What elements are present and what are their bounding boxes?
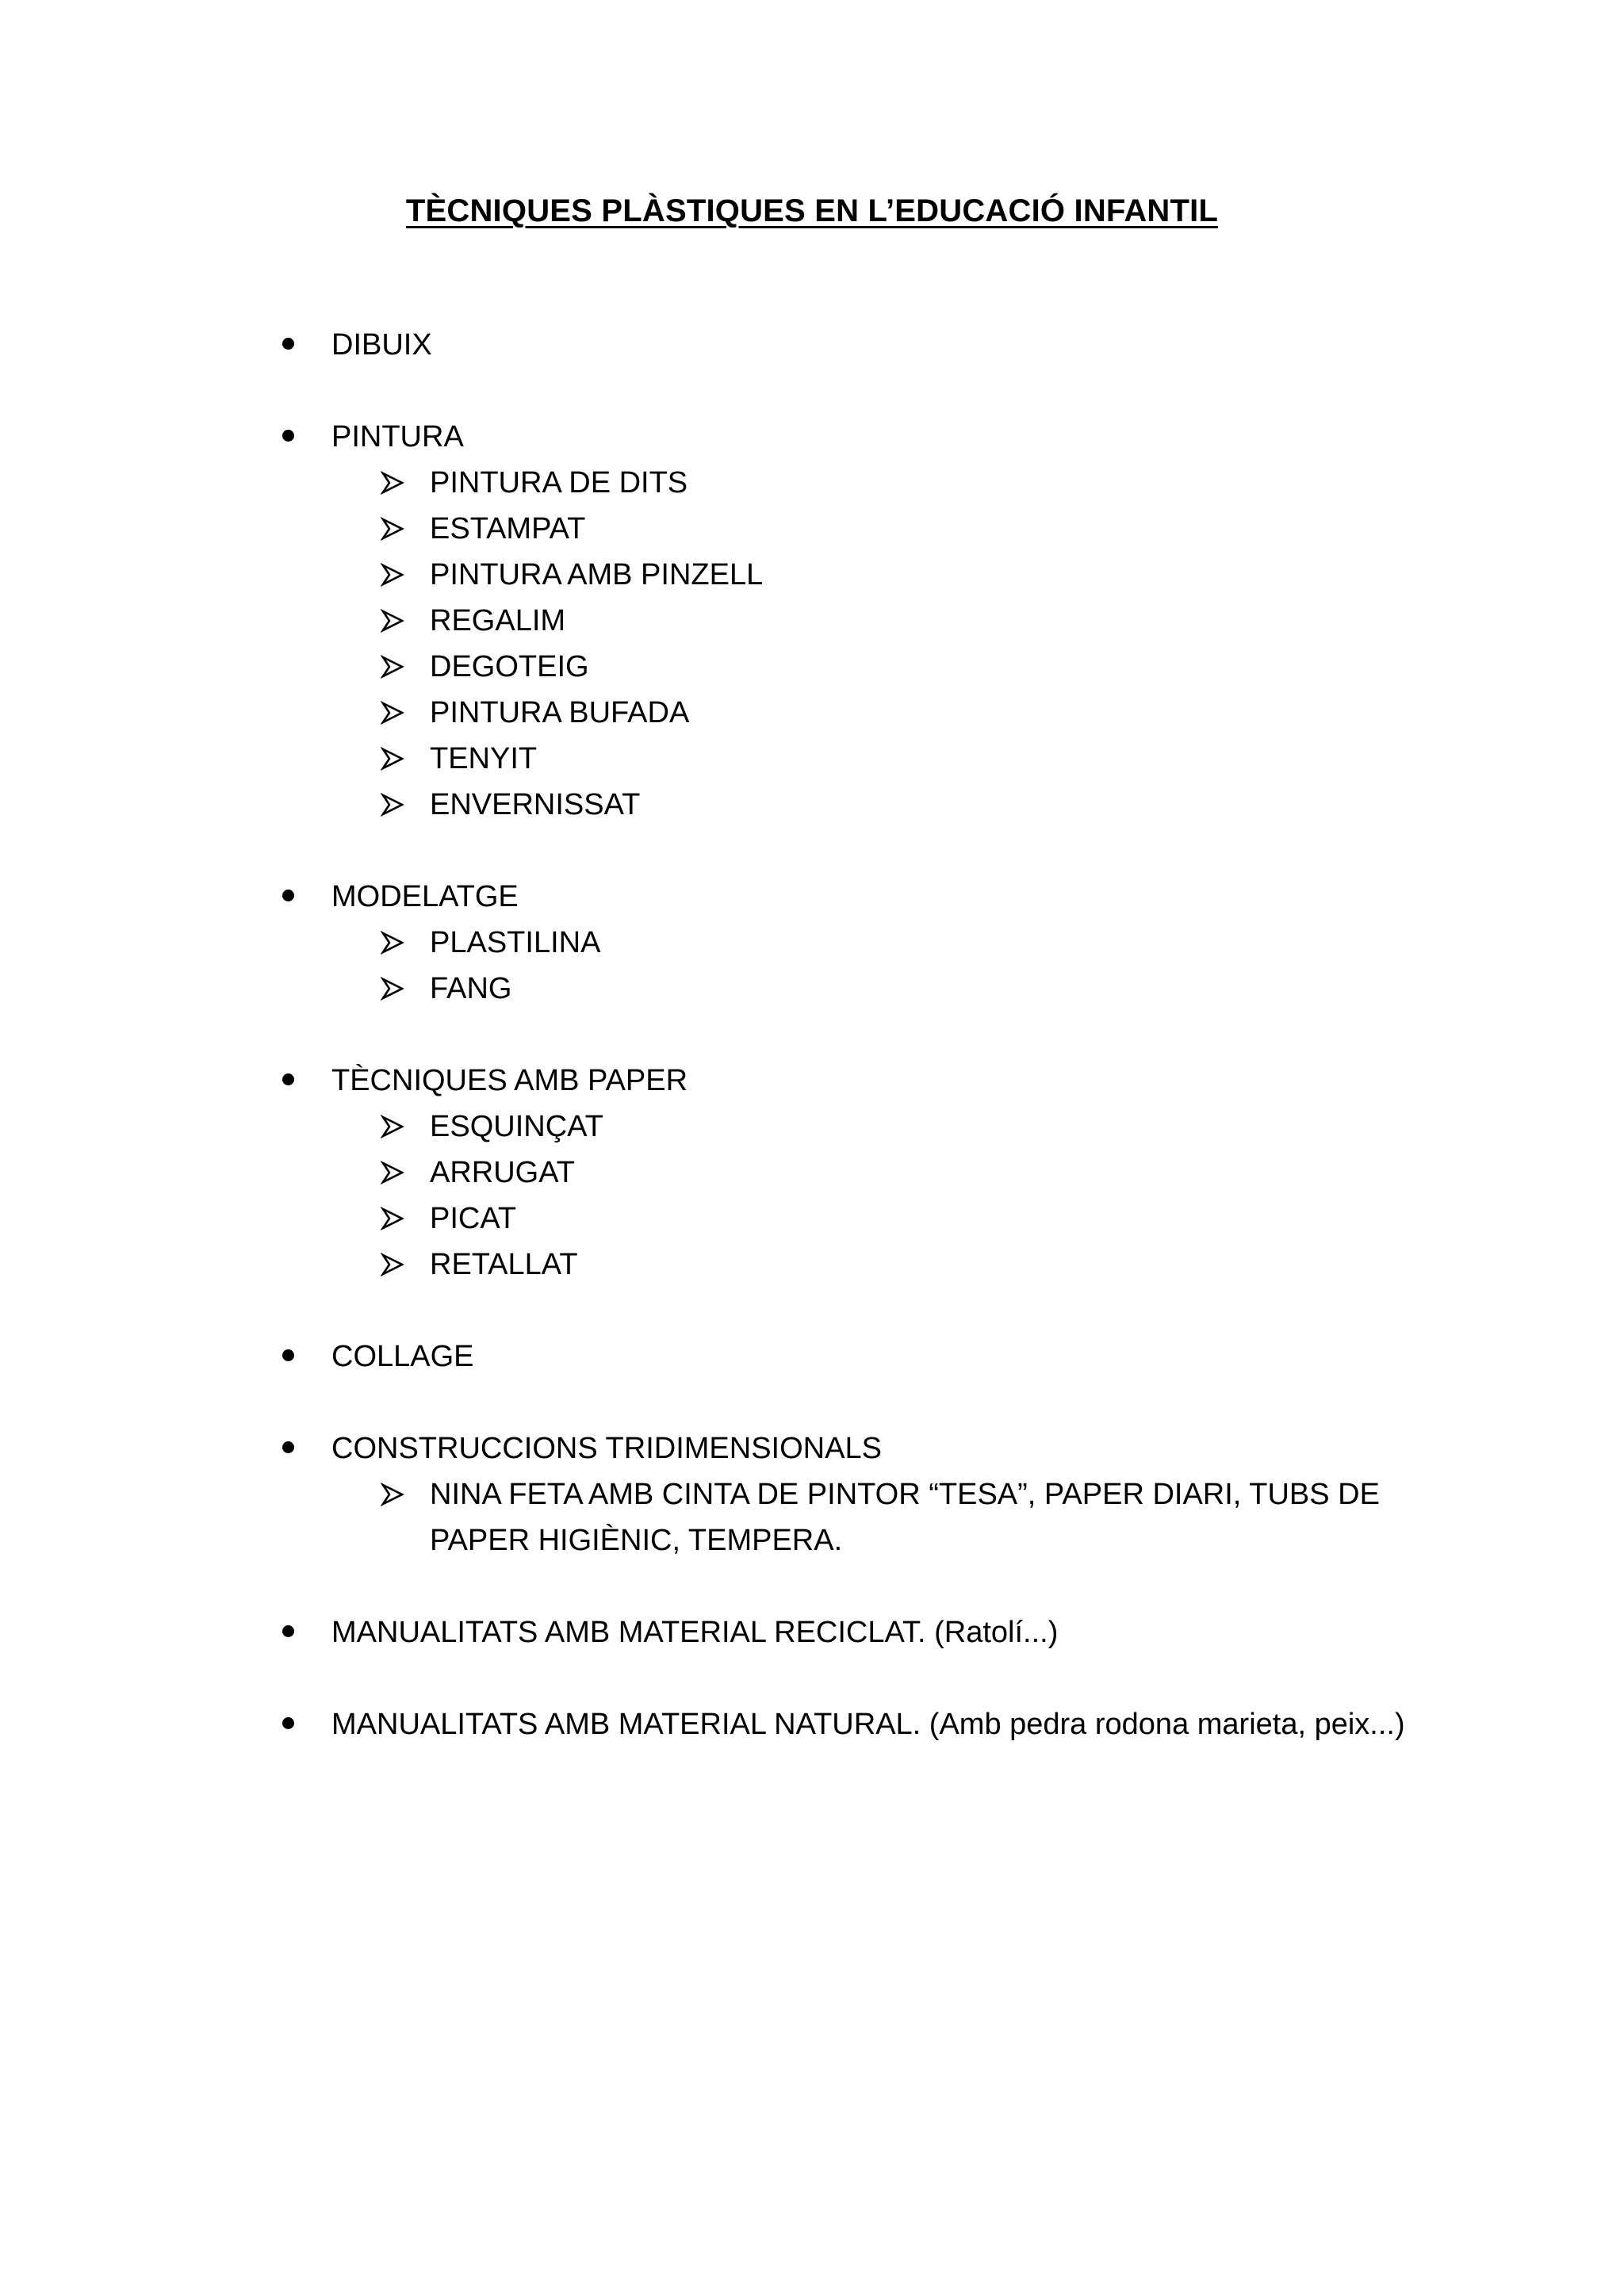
sub-list-item: FANG (0, 966, 1624, 1012)
sub-list-item: PICAT (0, 1196, 1624, 1242)
sub-list-item: ESTAMPAT (0, 506, 1624, 552)
sub-list-item: ESQUINÇAT (0, 1104, 1624, 1150)
bullet-icon (282, 1349, 294, 1361)
list-item (0, 414, 1624, 828)
section-label: TÈCNIQUES AMB PAPER (331, 1064, 688, 1097)
sub-list-item: PINTURA AMB PINZELL (0, 552, 1624, 598)
arrowhead-bullet-icon (381, 977, 404, 1001)
arrowhead-bullet-icon (381, 517, 404, 541)
list-item (0, 1609, 1624, 1655)
sub-list-item: DEGOTEIG (0, 644, 1624, 690)
list-item (0, 1334, 1624, 1380)
bullet-icon (282, 338, 294, 350)
bullet-icon (282, 1717, 294, 1729)
sub-list-item: REGALIM (0, 598, 1624, 644)
arrowhead-bullet-icon (381, 747, 404, 771)
section-label: MANUALITATS AMB MATERIAL NATURAL. (Amb pedra rodona marieta, peix...) (331, 1708, 1405, 1741)
section-label: PINTURA (331, 420, 464, 453)
document-title: TÈCNIQUES PLÀSTIQUES EN L’EDUCACIÓ INFANTIL (405, 193, 1219, 228)
bullet-icon (282, 430, 294, 442)
sub-list-item: TENYIT (0, 736, 1624, 782)
list-item (0, 1425, 1624, 1563)
arrowhead-bullet-icon (381, 563, 404, 587)
arrowhead-bullet-icon (381, 655, 404, 679)
bullet-icon (282, 1441, 294, 1453)
arrowhead-bullet-icon (381, 1483, 404, 1506)
arrowhead-bullet-icon (381, 793, 404, 817)
section-label: COLLAGE (331, 1340, 474, 1373)
section-label: CONSTRUCCIONS TRIDIMENSIONALS (331, 1432, 882, 1465)
list-item (0, 1701, 1624, 1747)
section-label: MANUALITATS AMB MATERIAL RECICLAT. (Ratolí...) (331, 1616, 1059, 1649)
arrowhead-bullet-icon (381, 1207, 404, 1230)
arrowhead-bullet-icon (381, 1115, 404, 1138)
arrowhead-bullet-icon (381, 931, 404, 955)
sub-list-item: ENVERNISSAT (0, 782, 1624, 828)
sub-list-item: PLASTILINA (0, 920, 1624, 966)
techniques-list (0, 322, 1624, 1793)
section-label: MODELATGE (331, 880, 519, 913)
arrowhead-bullet-icon (381, 1253, 404, 1276)
arrowhead-bullet-icon (381, 471, 404, 495)
list-item (0, 1058, 1624, 1288)
sub-list-item: PINTURA DE DITS (0, 460, 1624, 506)
arrowhead-bullet-icon (381, 609, 404, 633)
arrowhead-bullet-icon (381, 1161, 404, 1184)
list-item (0, 322, 1624, 368)
list-item (0, 874, 1624, 1012)
sub-list-item: RETALLAT (0, 1242, 1624, 1288)
arrowhead-bullet-icon (381, 701, 404, 725)
bullet-icon (282, 1625, 294, 1637)
bullet-icon (282, 890, 294, 901)
sub-list-item: ARRUGAT (0, 1150, 1624, 1196)
sub-list-item: PINTURA BUFADA (0, 690, 1624, 736)
bullet-icon (282, 1073, 294, 1085)
section-label: DIBUIX (331, 328, 432, 362)
sub-list-item: NINA FETA AMB CINTA DE PINTOR “TESA”, PAPER DIARI, TUBS DE PAPER HIGIÈNIC, TEMPERA. (0, 1471, 1624, 1563)
